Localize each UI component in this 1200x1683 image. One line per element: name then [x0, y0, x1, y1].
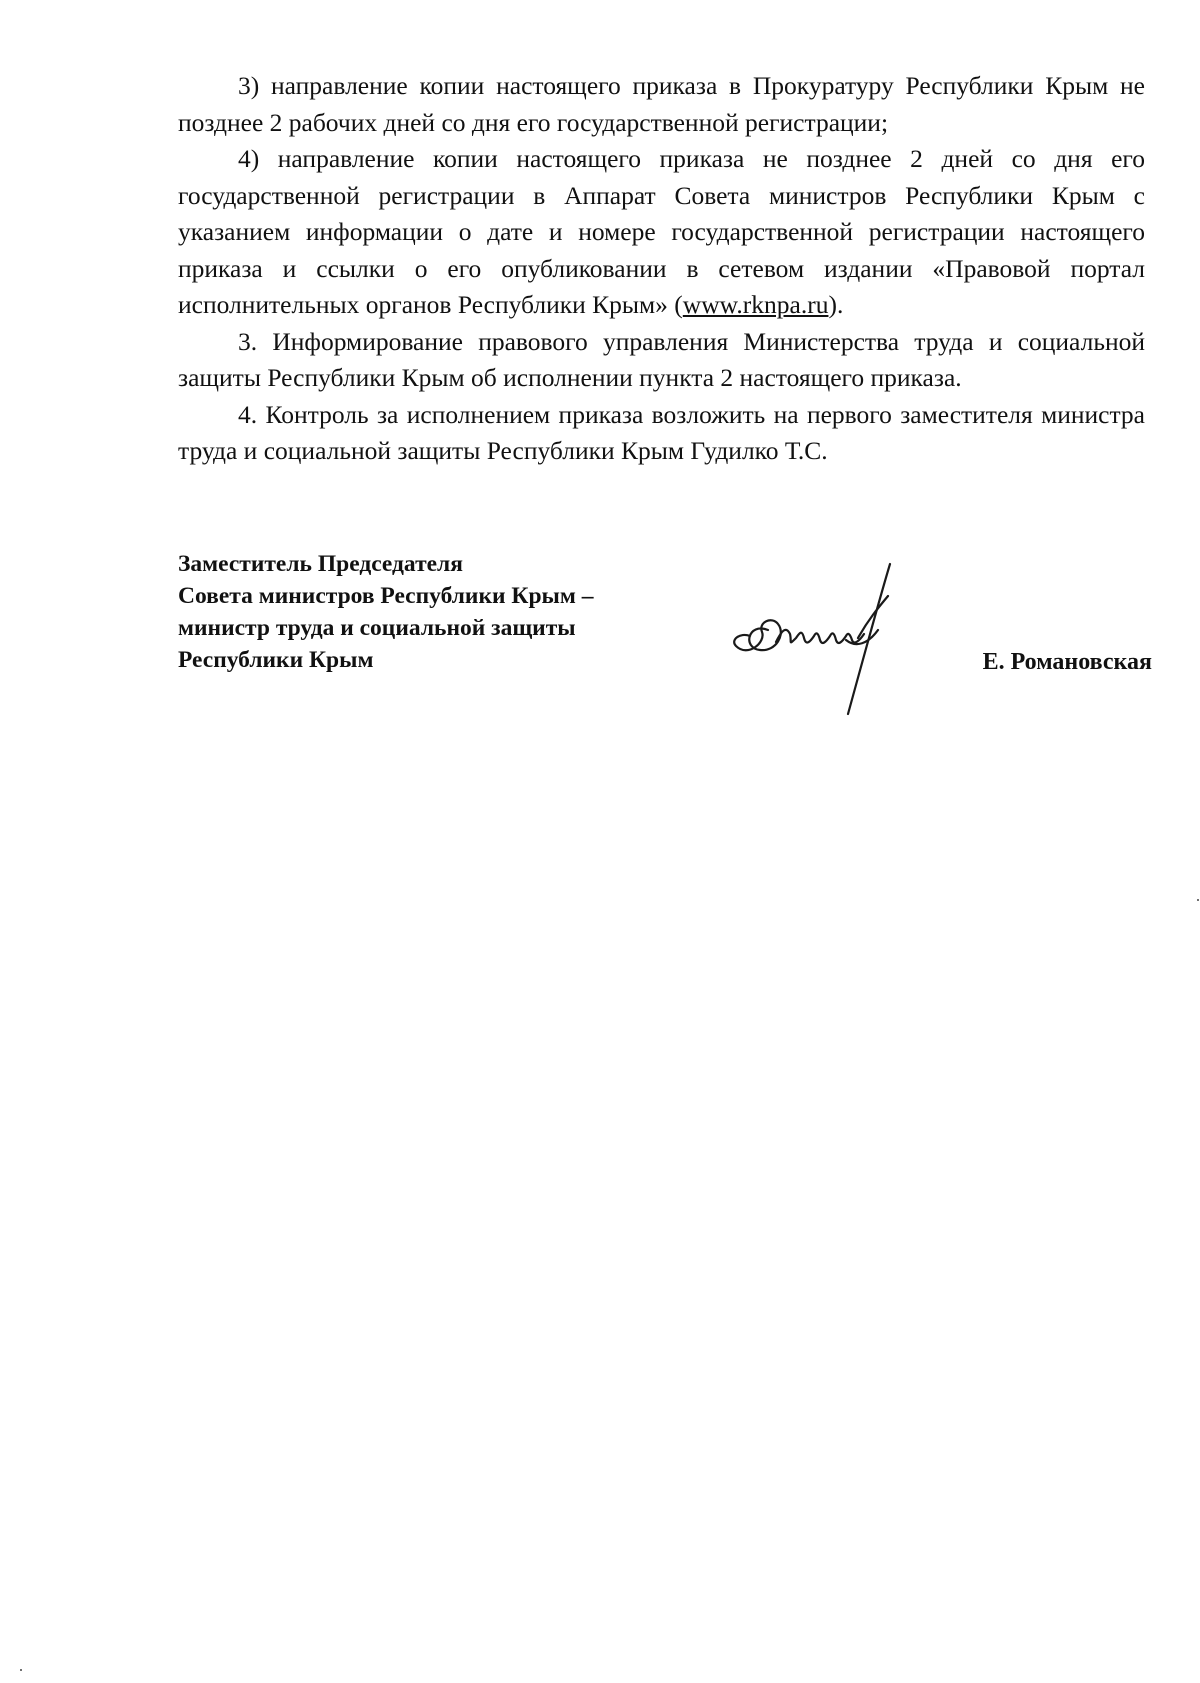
paragraph-text-tail: ). [828, 290, 844, 319]
paragraph-item-3-1 [178, 68, 1145, 141]
signatory-position-line: Заместитель Председателя [178, 551, 463, 577]
paragraph-clause-3 [178, 324, 1145, 397]
paragraph-text: 3. Информирование правового управления Министерства труда и социальной защиты Республики Крым об исполнении пункта 2 настоящего приказа. [178, 326, 1145, 392]
signer-name: Е. Романовская [982, 649, 1152, 675]
paragraph-text: 3) направление копии настоящего приказа в Прокуратуру Республики Крым не позднее 2 рабочих дней со дня его государственной регистрации; [178, 71, 1145, 137]
document-body [178, 68, 1145, 470]
handwritten-signature [728, 560, 948, 720]
scan-speck [20, 1669, 22, 1671]
paragraph-item-3-2 [178, 141, 1145, 324]
paragraph-text: 4) направление копии настоящего приказа не позднее 2 дней со дня его государственной регистрации в Аппарат Совета министров Республики Крым с указанием информации о дате и номере государственной регистрации настоящего приказа и ссылки о его опубликовании в сетевом издании «Правовой портал исполнительных органов Республики Крым» ( [178, 144, 1145, 319]
signatory-position [178, 548, 698, 676]
portal-link[interactable]: www.rknpa.ru [682, 290, 829, 319]
signatory-position-line: Республики Крым [178, 647, 374, 673]
scan-speck [1197, 899, 1199, 901]
paragraph-text: 4. Контроль за исполнением приказа возложить на первого заместителя министра труда и социальной защиты Республики Крым Гудилко Т.С. [178, 399, 1145, 465]
paragraph-clause-4 [178, 397, 1145, 470]
signatory-position-line: Совета министров Республики Крым – [178, 583, 594, 609]
signatory-position-line: министр труда и социальной защиты [178, 615, 576, 641]
